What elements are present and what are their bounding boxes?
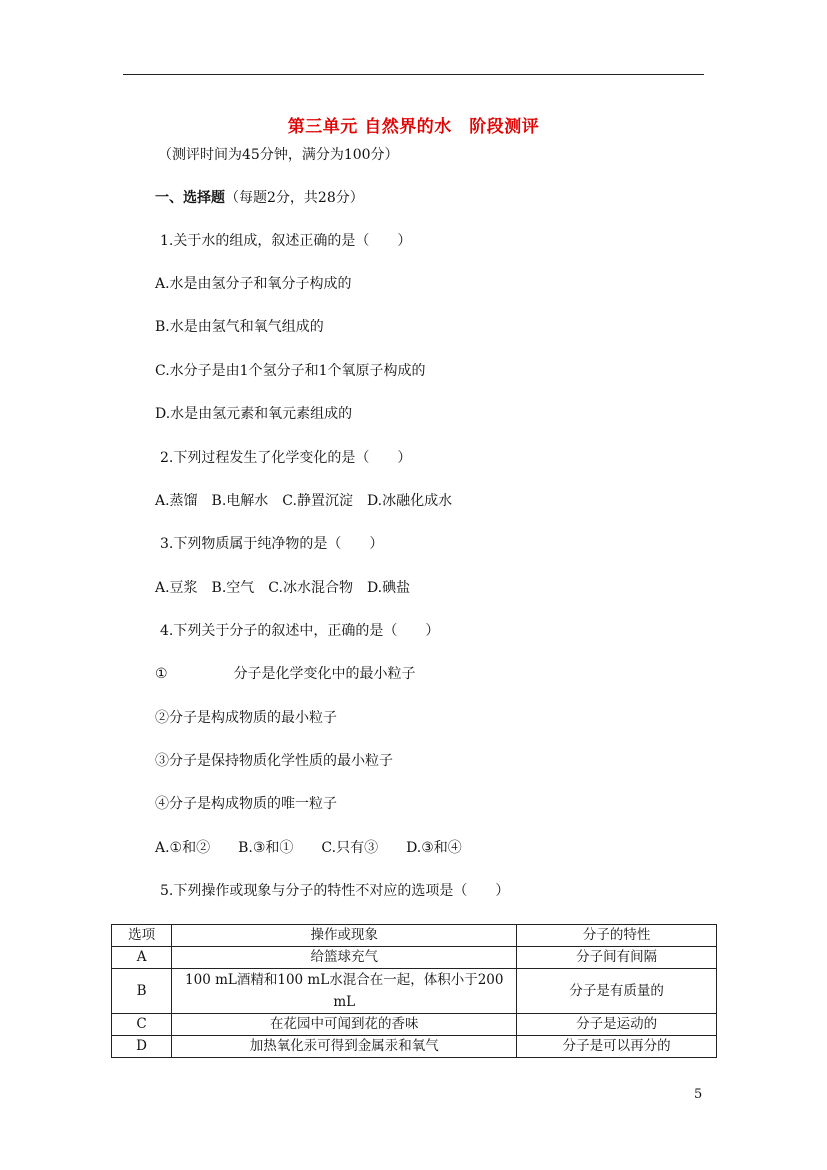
question-1-option-c: C.水分子是由1个氢分子和1个氧原子构成的 [155, 363, 426, 379]
question-1-stem: 1.关于水的组成，叙述正确的是（ ） [160, 233, 412, 249]
test-info: （测评时间为45分钟，满分为100分） [158, 147, 399, 163]
table-cell: A [112, 947, 172, 969]
table-header-row [112, 925, 717, 947]
question-4-statement-4: ④分子是构成物质的唯一粒子 [155, 796, 337, 812]
statement-1-mark: ① [155, 666, 168, 682]
question-3-options: A.豆浆 B.空气 C.冰水混合物 D.碘盐 [155, 580, 411, 596]
section-heading [155, 189, 364, 207]
header-rule [123, 74, 704, 75]
table-cell: D [112, 1036, 172, 1058]
table-cell: 分子间有间隔 [517, 947, 717, 969]
table-cell: 给篮球充气 [172, 947, 517, 969]
table-cell: 加热氧化汞可得到金属汞和氧气 [172, 1036, 517, 1058]
table-cell: 分子是可以再分的 [517, 1036, 717, 1058]
question-1-option-b: B.水是由氢气和氧气组成的 [155, 319, 324, 335]
table-cell: 100 mL酒精和100 mL水混合在一起，体积小于200 mL [172, 969, 517, 1014]
section-heading-note: （每题2分，共28分） [225, 190, 364, 206]
question-4-options: A.①和② B.③和① C.只有③ D.③和④ [155, 840, 462, 856]
question-2-options: A.蒸馏 B.电解水 C.静置沉淀 D.冰融化成水 [155, 493, 453, 509]
question-5-table [111, 924, 717, 1058]
table-header-property: 分子的特性 [517, 925, 717, 947]
page-number: 5 [694, 1087, 703, 1102]
table-row [112, 947, 717, 969]
section-heading-label: 一、选择题 [155, 190, 225, 206]
table-row [112, 1036, 717, 1058]
table-header-option: 选项 [112, 925, 172, 947]
question-4-statement-2: ②分子是构成物质的最小粒子 [155, 710, 337, 726]
question-1-option-a: A.水是由氢分子和氧分子构成的 [155, 276, 352, 292]
table-row [112, 1014, 717, 1036]
question-4-statement-3: ③分子是保持物质化学性质的最小粒子 [155, 753, 393, 769]
question-4-stem: 4.下列关于分子的叙述中，正确的是（ ） [160, 623, 440, 639]
question-3-stem: 3.下列物质属于纯净物的是（ ） [160, 536, 384, 552]
question-5-stem: 5.下列操作或现象与分子的特性不对应的选项是（ ） [160, 883, 510, 899]
table-row [112, 969, 717, 1014]
statement-1-text: 分子是化学变化中的最小粒子 [233, 666, 416, 682]
question-2-stem: 2.下列过程发生了化学变化的是（ ） [160, 450, 412, 466]
page-title: 第三单元 自然界的水 阶段测评 [287, 117, 540, 137]
table-cell: B [112, 969, 172, 1014]
table-cell: C [112, 1014, 172, 1036]
question-4-statement-1 [155, 665, 416, 683]
table-cell: 在花园中可闻到花的香味 [172, 1014, 517, 1036]
table-cell: 分子是运动的 [517, 1014, 717, 1036]
table-header-operation: 操作或现象 [172, 925, 517, 947]
table-cell: 分子是有质量的 [517, 969, 717, 1014]
question-1-option-d: D.水是由氢元素和氧元素组成的 [155, 406, 353, 422]
